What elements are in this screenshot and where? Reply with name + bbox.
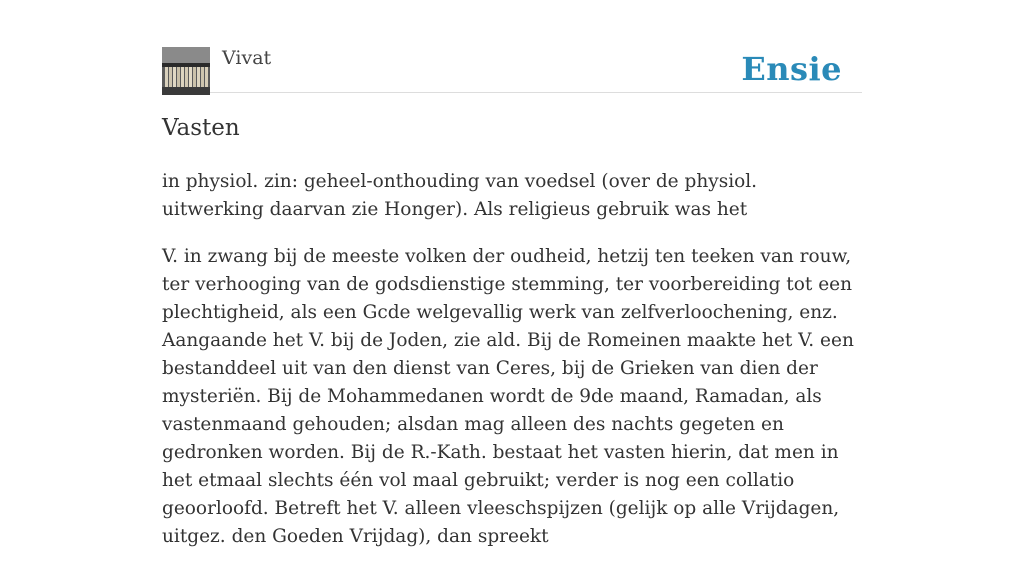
page-container (162, 0, 862, 547)
books-avatar-icon (162, 47, 210, 95)
brand-logo[interactable]: Ensie (741, 50, 842, 88)
article-paragraph: V. in zwang bij de meeste volken der oudheid, hetzij ten teeken van rouw, ter verhooging van de godsdienstige stemming, ter voorbereiding tot een plechtigheid, als een Gcde welgevallig werk van zelfverloochening, enz. Aangaande het V. bij de Joden, zie ald. Bij de Romeinen maakte het V. een bestanddeel uit van den dienst van Ceres, bij de Grieken van dien der mysteriën. Bij de Mohammedanen wordt de 9de maand, Ramadan, als vastenmaand gehouden; alsdan mag alleen des nachts gegeten en gedronken worden. Bij de R.-Kath. bestaat het vasten hierin, dat men in het etmaal slechts één vol maal gebruikt; verder is nog een collatio geoorloofd. Betreft het V. alleen vleeschspijzen (gelijk op alle Vrijdagen, uitgez. den Goeden Vrijdag), dan spreekt (162, 246, 854, 547)
article-paragraph: in physiol. zin: geheel-onthouding van voedsel (over de physiol. uitwerking daarvan zie Honger). Als religieus gebruik was het (162, 171, 758, 220)
author-name[interactable]: Vivat (222, 47, 272, 69)
author-avatar[interactable] (162, 47, 210, 95)
article-title: Vasten (162, 115, 240, 141)
header (162, 0, 862, 93)
article-body (162, 168, 862, 570)
